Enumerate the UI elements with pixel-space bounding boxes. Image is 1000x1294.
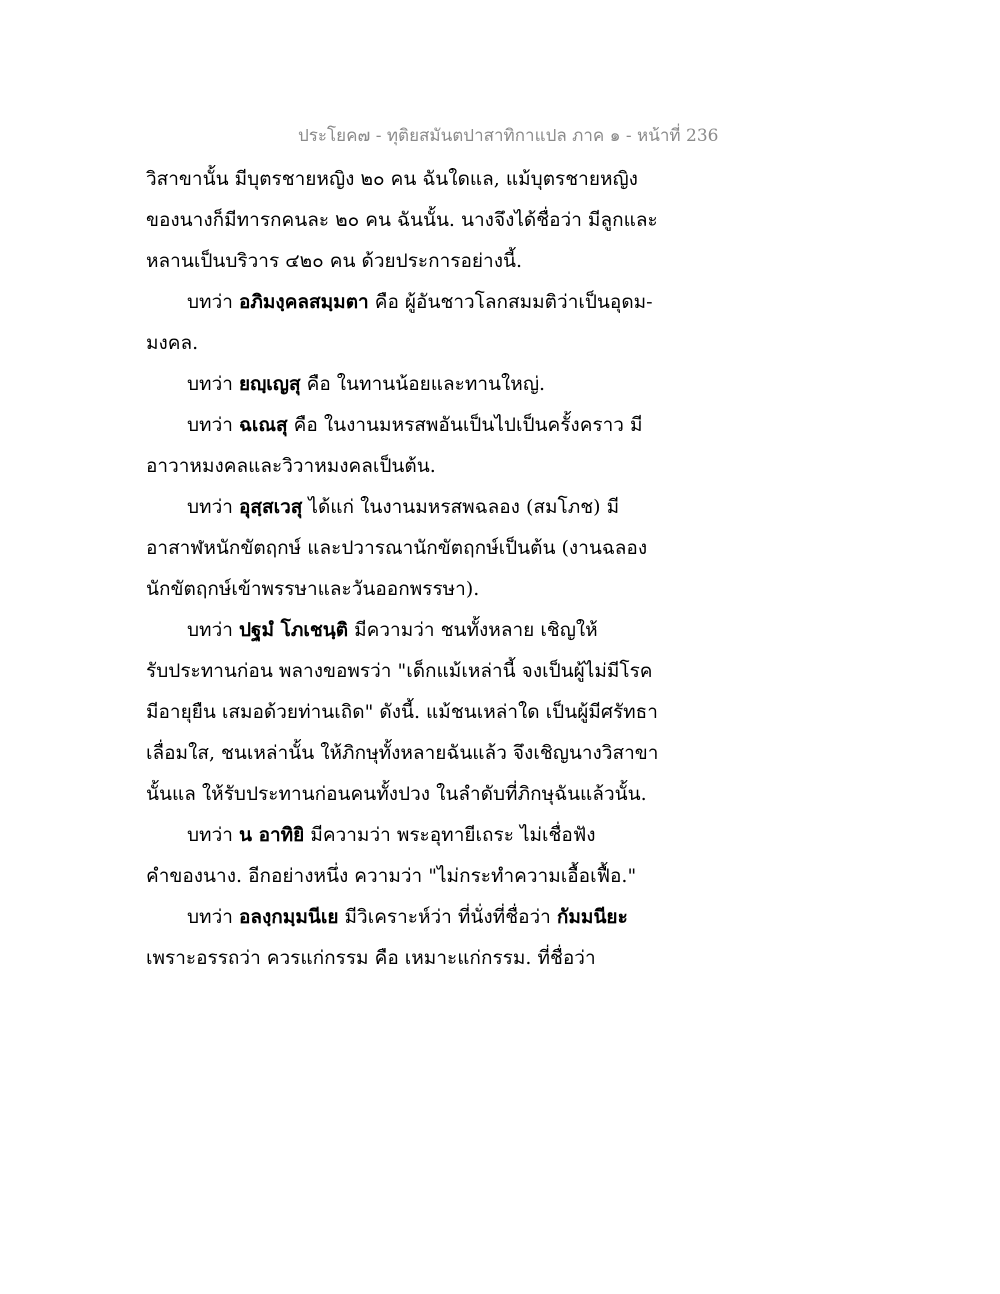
text-segment: มงคล. (146, 332, 199, 354)
text-segment: อาสาฬหนักขัตฤกษ์ และปวารณานักขัตฤกษ์เป็นต้น (งานฉลอง (146, 537, 648, 559)
text-line (146, 611, 686, 652)
text-line (146, 570, 686, 611)
bold-term: กัมมนียะ (556, 906, 628, 928)
text-line (146, 693, 686, 734)
text-segment: มีความว่า ชนทั้งหลาย เชิญให้ (348, 619, 598, 641)
text-segment: คือ ในทานน้อยและทานใหญ่. (300, 373, 546, 395)
text-line (146, 652, 686, 693)
text-line (146, 734, 686, 775)
text-segment: ของนางก็มีทารกคนละ ๒๐ คน ฉันนั้น. นางจึงได้ชื่อว่า มีลูกและ (146, 209, 658, 231)
text-segment: คำของนาง. อีกอย่างหนึ่ง ความว่า "ไม่กระทำความเอื้อเฟื้อ." (146, 865, 637, 887)
text-segment: คือ ผู้อันชาวโลกสมมติว่าเป็นอุดม- (368, 291, 653, 313)
bold-term: ฉเณสุ (238, 414, 288, 436)
text-segment: หลานเป็นบริวาร ๔๒๐ คน ด้วยประการอย่างนี้. (146, 250, 523, 272)
text-segment: มีอายุยืน เสมอด้วยท่านเถิด" ดังนี้. แม้ชนเหล่าใด เป็นผู้มีศรัทธา (146, 701, 658, 723)
text-line (146, 242, 686, 283)
text-line (146, 857, 686, 898)
text-line (146, 939, 686, 980)
bold-term: ปฐมํ โภเชนฺติ (238, 619, 349, 641)
text-line (146, 201, 686, 242)
text-segment: นักขัตฤกษ์เข้าพรรษาและวันออกพรรษา). (146, 578, 480, 600)
text-line (146, 529, 686, 570)
text-segment: บทว่า (187, 373, 239, 395)
text-segment: มีความว่า พระอุทายีเถระ ไม่เชื่อฟัง (304, 824, 596, 846)
bold-term: อลงฺกมฺมนีเย (238, 906, 339, 928)
text-segment: บทว่า (187, 496, 239, 518)
text-line (146, 160, 686, 201)
text-segment: วิสาขานั้น มีบุตรชายหญิง ๒๐ คน ฉันใดแล, แม้บุตรชายหญิง (146, 168, 638, 190)
text-segment: เลื่อมใส, ชนเหล่านั้น ให้ภิกษุทั้งหลายฉันแล้ว จึงเชิญนางวิสาขา (146, 742, 659, 764)
bold-term: ยญฺเญสุ (238, 373, 301, 395)
text-line (146, 406, 686, 447)
running-header: ประโยค๗ - ทุติยสมันตปาสาทิกาแปล ภาค ๑ - หน้าที่ 236 (298, 126, 719, 146)
text-segment: อาวาหมงคลและวิวาหมงคลเป็นต้น. (146, 455, 436, 477)
text-segment: บทว่า (187, 619, 239, 641)
text-segment: บทว่า (187, 906, 239, 928)
text-segment: ได้แก่ ในงานมหรสพฉลอง (สมโภช) มี (302, 496, 620, 518)
text-line (146, 775, 686, 816)
text-segment: มีวิเคราะห์ว่า ที่นั่งที่ชื่อว่า (338, 906, 557, 928)
text-line (146, 816, 686, 857)
text-line (146, 447, 686, 488)
text-line (146, 898, 686, 939)
text-segment: บทว่า (187, 824, 239, 846)
text-segment: บทว่า (187, 414, 239, 436)
text-segment: นั้นแล ให้รับประทานก่อนคนทั้งปวง ในลำดับที่ภิกษุฉันแล้วนั้น. (146, 783, 647, 805)
text-segment: บทว่า (187, 291, 239, 313)
bold-term: อภิมงฺคลสมฺมตา (238, 291, 369, 313)
bold-term: น อาทิยิ (238, 824, 305, 846)
body-text (146, 160, 686, 980)
text-line (146, 488, 686, 529)
text-line (146, 365, 686, 406)
bold-term: อุสฺสเวสุ (238, 496, 303, 518)
text-segment: รับประทานก่อน พลางขอพรว่า "เด็กแม้เหล่านี้ จงเป็นผู้ไม่มีโรค (146, 660, 653, 682)
text-segment: คือ ในงานมหรสพอันเป็นไปเป็นครั้งคราว มี (287, 414, 643, 436)
text-line (146, 283, 686, 324)
text-line (146, 324, 686, 365)
text-segment: เพราะอรรถว่า ควรแก่กรรม คือ เหมาะแก่กรรม. ที่ชื่อว่า (146, 947, 596, 969)
